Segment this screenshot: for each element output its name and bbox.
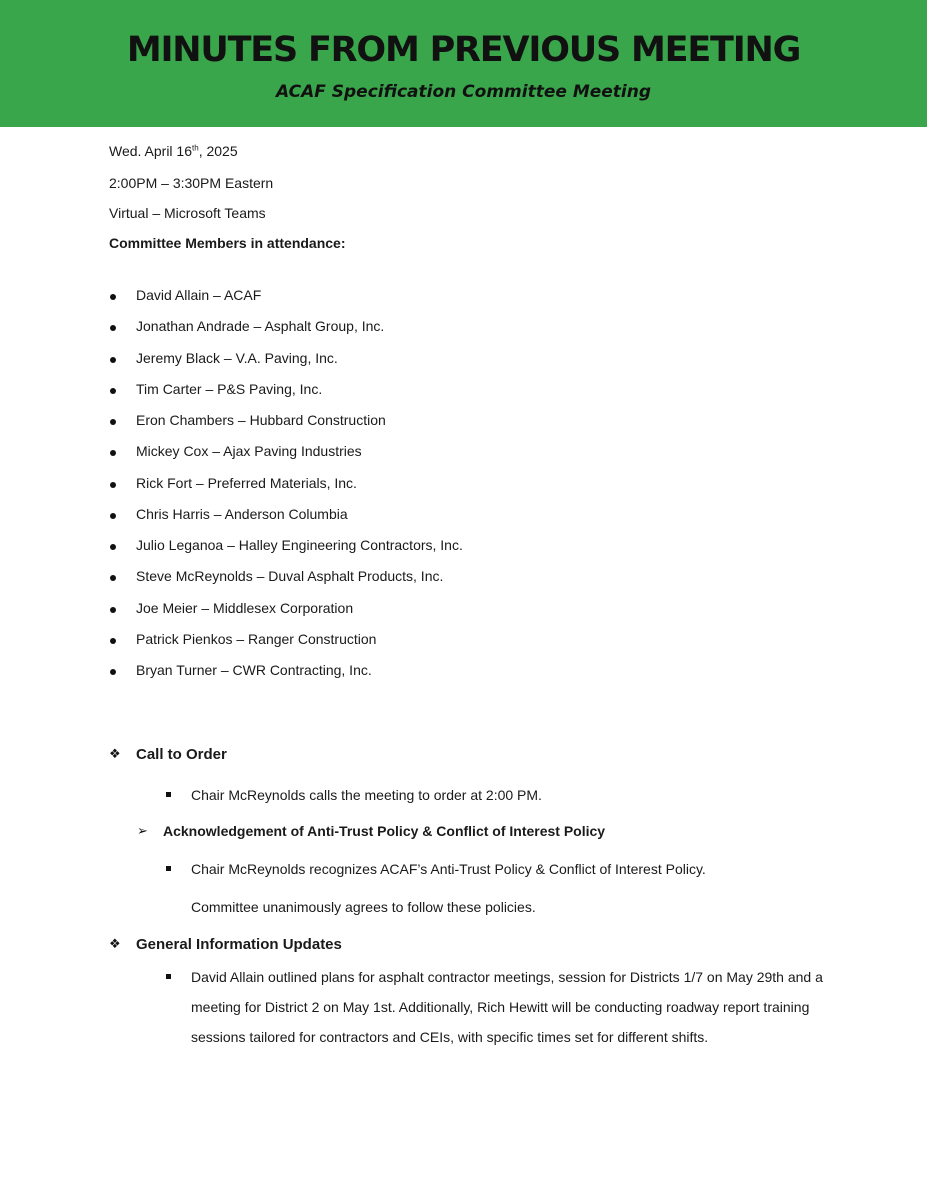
arrowhead-icon: ➢ xyxy=(137,823,148,838)
square-bullet-icon xyxy=(166,792,171,797)
square-bullet-icon xyxy=(166,866,171,871)
square-bullet-icon xyxy=(166,974,171,979)
member-list-item: Steve McReynolds – Duval Asphalt Products, Inc. xyxy=(136,568,444,585)
bullet-dot-icon xyxy=(110,482,116,488)
bullet-dot-icon xyxy=(110,357,116,363)
page-title: MINUTES FROM PREVIOUS MEETING xyxy=(126,30,801,70)
section-heading-antitrust: Acknowledgement of Anti-Trust Policy & Conflict of Interest Policy xyxy=(163,823,606,839)
member-list-item: David Allain – ACAF xyxy=(136,287,262,303)
bullet-dot-icon xyxy=(110,544,116,550)
member-list-item: Tim Carter – P&S Paving, Inc. xyxy=(136,380,323,397)
header-banner xyxy=(0,0,927,127)
antitrust-item-line2: Committee unanimously agrees to follow these policies. xyxy=(191,899,536,915)
bullet-dot-icon xyxy=(110,419,116,425)
bullet-dot-icon xyxy=(110,575,116,581)
bullet-dot-icon xyxy=(110,450,116,456)
member-list-item: Jeremy Black – V.A. Paving, Inc. xyxy=(136,349,338,366)
member-list-item: Bryan Turner – CWR Contracting, Inc. xyxy=(136,662,372,678)
general-updates-item: David Allain outlined plans for asphalt contractor meetings, session for Districts 1/7 on May 29th and a meeting for District 2 on May 1st. Additionally, Rich Hewitt will be conducting roadway report training sessions tailored for contractors and CEIs, with specific times set for different shifts. xyxy=(191,969,823,1045)
bullet-dot-icon xyxy=(110,294,116,300)
bullet-dot-icon xyxy=(110,638,116,644)
member-list-item: Patrick Pienkos – Ranger Construction xyxy=(136,630,377,647)
call-to-order-item: Chair McReynolds calls the meeting to order at 2:00 PM. xyxy=(191,787,542,803)
section-heading-call-to-order: Call to Order xyxy=(136,746,227,763)
section-heading-general-updates: General Information Updates xyxy=(136,936,342,953)
bullet-dot-icon xyxy=(110,607,116,613)
antitrust-item-line1: Chair McReynolds recognizes ACAF’s Anti-Trust Policy & Conflict of Interest Policy. xyxy=(191,861,706,877)
attendance-heading: Committee Members in attendance: xyxy=(109,235,346,251)
member-list-item: Eron Chambers – Hubbard Construction xyxy=(136,412,386,428)
four-diamond-icon: ❖ xyxy=(109,936,121,951)
four-diamond-icon: ❖ xyxy=(109,746,121,761)
member-list-item: Mickey Cox – Ajax Paving Industries xyxy=(136,443,362,460)
meeting-time: 2:00PM – 3:30PM Eastern xyxy=(109,175,274,191)
bullet-dot-icon xyxy=(110,325,116,331)
bullet-dot-icon xyxy=(110,513,116,519)
member-list-item: Chris Harris – Anderson Columbia xyxy=(136,505,348,522)
meeting-date: Wed. April 16th, 2025 xyxy=(109,143,238,159)
member-list-item: Rick Fort – Preferred Materials, Inc. xyxy=(136,474,357,491)
member-list-item: Julio Leganoa – Halley Engineering Contractors, Inc. xyxy=(136,537,463,553)
member-list-item: Joe Meier – Middlesex Corporation xyxy=(136,599,354,616)
meeting-location: Virtual – Microsoft Teams xyxy=(109,205,266,221)
member-list-item: Jonathan Andrade – Asphalt Group, Inc. xyxy=(136,318,385,335)
page-subtitle: ACAF Specification Committee Meeting xyxy=(275,82,652,102)
bullet-dot-icon xyxy=(110,669,116,675)
bullet-dot-icon xyxy=(110,388,116,394)
